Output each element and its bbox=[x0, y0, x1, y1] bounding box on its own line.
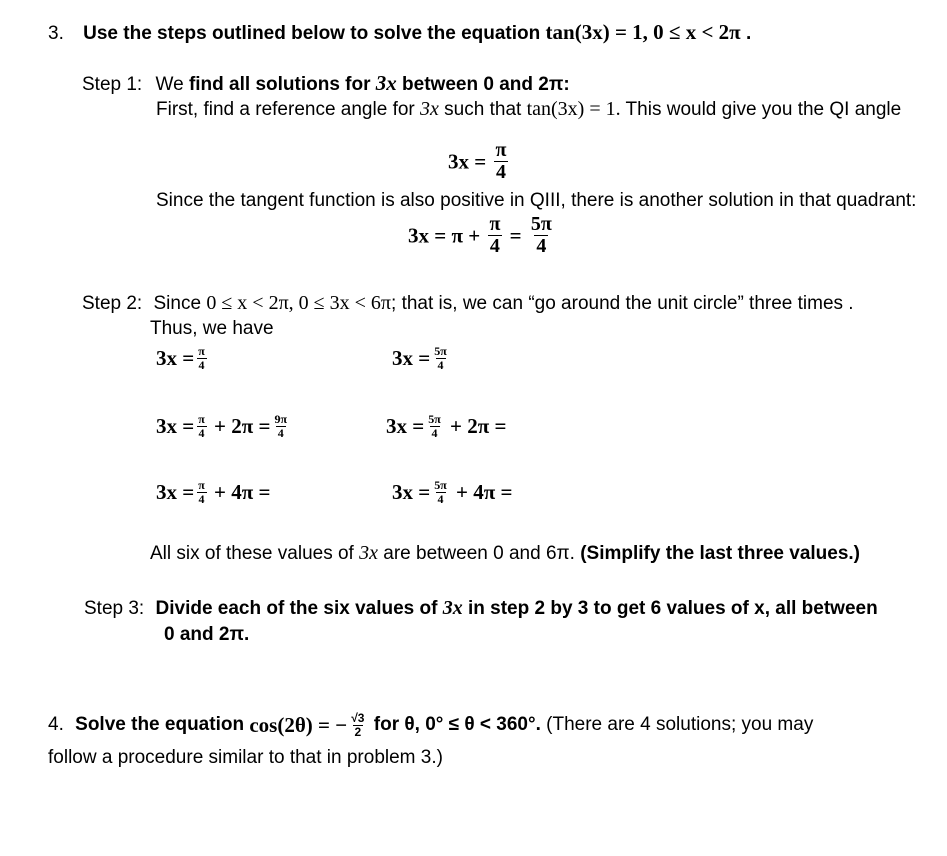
fraction: $\frac{\pi}{4}$ bbox=[489, 213, 501, 257]
step2-summary: All six of these values of 3x are between 0 and 6π. (Simplify the last three values.) bbox=[150, 542, 861, 564]
step1-heading: Step 1: We find all solutions for 3x between 0 and 2π: bbox=[82, 71, 570, 95]
step-label: Step 1: bbox=[82, 74, 143, 95]
equation-reference-angle: 3x = $\frac{\pi}{4}$ bbox=[448, 139, 507, 183]
step3-heading: Step 3: Divide each of the six values of 3x in step 2 by 3 to get 6 values of x, all between bbox=[84, 597, 878, 619]
equation-row1-right: 3x = $\frac{5\pi}{4}$ bbox=[392, 344, 447, 372]
problem-statement: Use the steps outlined below to solve the equation bbox=[83, 23, 546, 44]
step1-line2: Since the tangent function is also positive in QIII, there is another solution in that quadrant: bbox=[156, 190, 917, 211]
equation-row3-right: 3x = $\frac{5\pi}{4}$ + 4π = bbox=[392, 478, 513, 506]
step3-line2: 0 and 2π. bbox=[164, 624, 250, 645]
equation-row2-left: 3x = $\frac{\pi}{4}$ + 2π = $\frac{9\pi}{4}$ bbox=[156, 412, 288, 440]
step1-line1: First, find a reference angle for 3x such that tan(3x) = 1. This would give you the QI angle bbox=[156, 98, 902, 120]
equation-row1-left: 3x = $\frac{\pi}{4}$ bbox=[156, 344, 205, 372]
step-label: Step 2: bbox=[82, 293, 143, 314]
fraction: $\frac{\pi}{4}$ bbox=[495, 139, 507, 183]
fraction: $\frac{5\pi}{4}$ bbox=[530, 213, 552, 257]
equation-row3-left: 3x = $\frac{\pi}{4}$ + 4π = bbox=[156, 478, 271, 506]
step-label: Step 3: bbox=[84, 598, 145, 619]
step2-heading: Step 2: Since 0 ≤ x < 2π, 0 ≤ 3x < 6π; that is, we can “go around the unit circle” three times . bbox=[82, 292, 854, 314]
step2-line2: Thus, we have bbox=[150, 318, 274, 339]
equation-row2-right: 3x = $\frac{5\pi}{4}$ + 2π = bbox=[386, 412, 507, 440]
problem-equation: tan(3x) = 1, 0 ≤ x < 2π bbox=[545, 20, 741, 44]
equation-qiii-angle: 3x = π + $\frac{\pi}{4}$ = $\frac{5\pi}{4}$ bbox=[408, 213, 552, 257]
problem-number: 4. bbox=[48, 714, 64, 736]
problem-4: 4. Solve the equation cos(2θ) = − $\frac{√3}{2}$ for θ, 0° ≤ θ < 360°. (There are 4 solutions; you may bbox=[48, 711, 814, 739]
problem-4-line2: follow a procedure similar to that in problem 3.) bbox=[48, 747, 443, 768]
problem-3: 3. Use the steps outlined below to solve the equation tan(3x) = 1, 0 ≤ x < 2π . bbox=[48, 20, 752, 44]
problem-number: 3. bbox=[48, 23, 64, 44]
